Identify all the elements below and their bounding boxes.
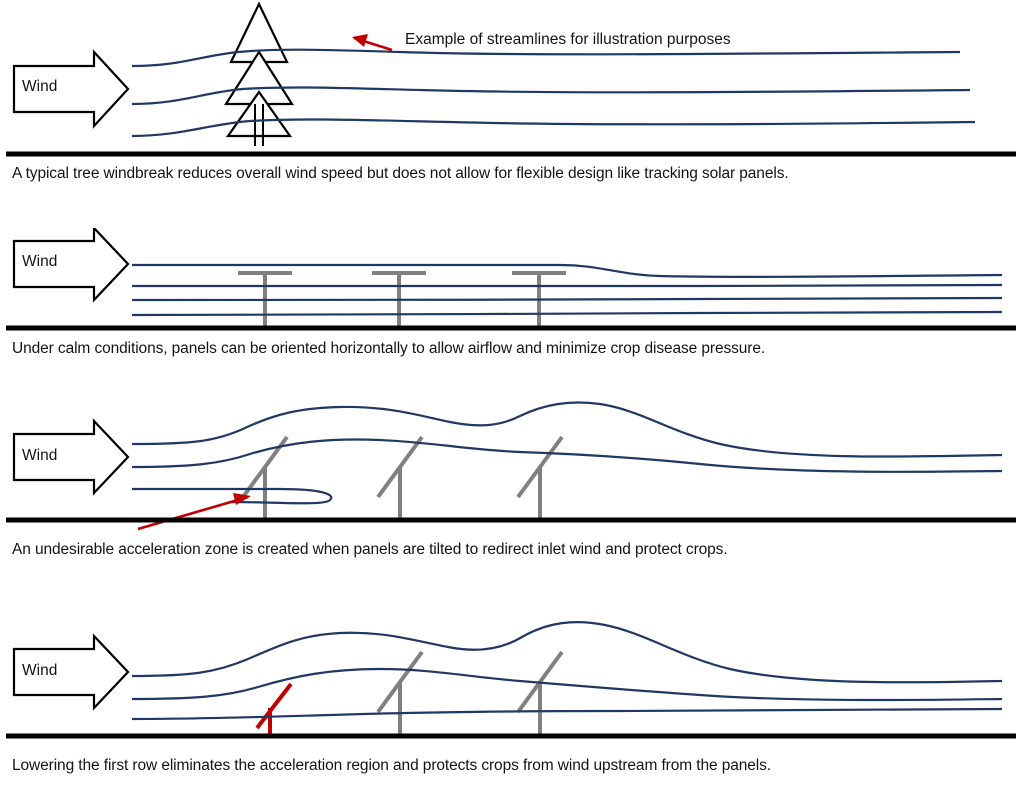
- panel-lowered-first-row: [0, 607, 1024, 747]
- caption-lowered-first-row: Lowering the first row eliminates the acceleration region and protects crops from wind upstream from the panels.: [12, 757, 772, 774]
- tree-icon: [226, 4, 292, 146]
- panel-horizontal-panels-graphic: [0, 228, 1024, 338]
- lowered-first-row-panel: [257, 684, 291, 736]
- wind-label: Wind: [22, 253, 58, 270]
- wind-label: Wind: [22, 662, 58, 679]
- annotation-arrow-icon: [352, 34, 392, 50]
- panel-tilted-panels-graphic: [0, 392, 1024, 532]
- caption-horizontal-panels: Under calm conditions, panels can be oriented horizontally to allow airflow and minimize crop disease pressure.: [12, 340, 766, 357]
- streamlines: [132, 403, 1002, 504]
- panel-tree-windbreak: [0, 0, 1024, 165]
- tilted-solar-panel-row: [243, 437, 562, 520]
- panel-tree-windbreak-graphic: [0, 0, 1024, 165]
- wind-label: Wind: [22, 78, 58, 95]
- panel-tilted-panels-acceleration: [0, 392, 1024, 532]
- streamline-annotation-label: Example of streamlines for illustration purposes: [405, 31, 731, 48]
- caption-tilted-panels-acceleration: An undesirable acceleration zone is created when panels are tilted to redirect inlet wind and protect crops.: [12, 541, 728, 558]
- caption-tree-windbreak: A typical tree windbreak reduces overall wind speed but does not allow for flexible design like tracking solar panels.: [12, 165, 789, 182]
- wind-label: Wind: [22, 447, 58, 464]
- acceleration-zone-arrow-icon: [138, 493, 251, 529]
- streamlines: [132, 622, 1002, 719]
- panel-lowered-first-row-graphic: [0, 607, 1024, 747]
- panel-horizontal-panels: [0, 228, 1024, 338]
- tilted-solar-panel-row: [378, 652, 562, 735]
